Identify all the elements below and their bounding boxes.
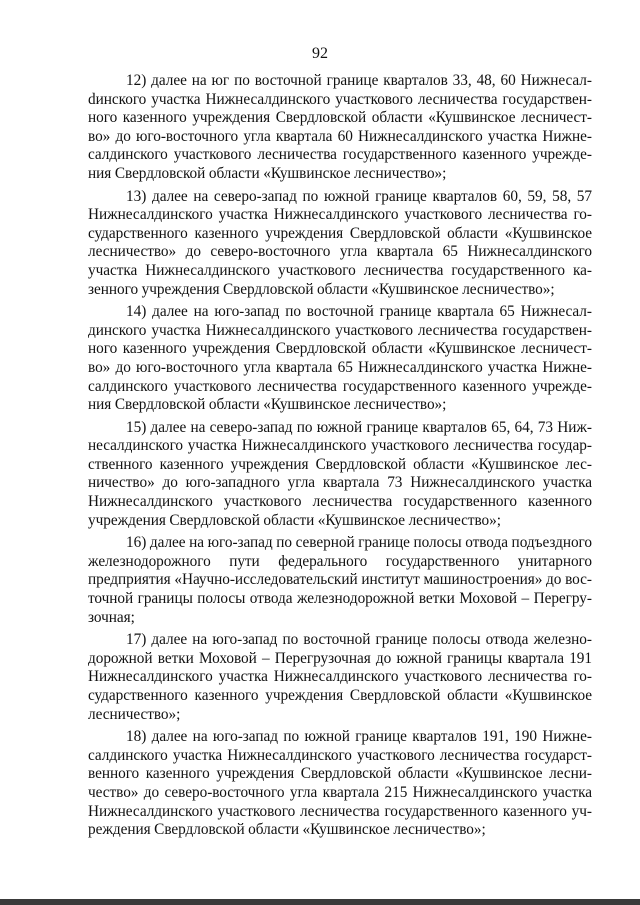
paragraph-14: 14) далее на юго-запад по восточной границе квартала 65 Нижнесалдинского участка Нижнесалдинского участкового лесничества государственного казенного учреждения Свердловской области «Кушвинское лесничество» до юго-восточного угла квартала 65 Нижнесалдинского участка Нижнесалдинского участкового лесничества государственного казенного учреждения Свердловской области «Кушвинское лесничество»; xyxy=(88,303,592,414)
paragraph-15: 15) далее на северо-запад по южной границе кварталов 65, 64, 73 Нижнесалдинского участка Нижнесалдинского участкового лесничества государственного казенного учреждения Свердловской области «Кушвинское лесничество» до юго-западного угла квартала 73 Нижнесалдинского участка Нижнесалдинского участкового лесничества государственного казенного учреждения Свердловской области «Кушвинское лесничество»; xyxy=(88,418,592,529)
paragraph-16: 16) далее на юго-запад по северной границе полосы отвода подъездного железнодорожного пути федерального государственного унитарного предприятия «Научно-исследовательский институт машиностроения» до восточной границы полосы отвода железнодорожной ветки Моховой – Перегрузочная; xyxy=(88,534,592,626)
scan-bottom-edge xyxy=(0,899,640,905)
paragraph-12: 12) далее на юг по восточной границе кварталов 33, 48, 60 Нижнесалdинского участка Нижнесалдинского участкового лесничества государственного казенного учреждения Свердловской области «Кушвинское лесничество» до юго-восточного угла квартала 60 Нижнесалдинского участка Нижнесалдинского участкового лесничества государственного казенного учреждения Свердловской области «Кушвинское лесничество»; xyxy=(88,72,592,182)
paragraph-13: 13) далее на северо-запад по южной границе кварталов 60, 59, 58, 57 Нижнесалдинского участка Нижнесалдинского участкового лесничества государственного казенного учреждения Свердловской области «Кушвинское лесничество» до северо-восточного угла квартала 65 Нижнесалдинского участка Нижнесалдинского участкового лесничества государственного казенного учреждения Свердловской области «Кушвинское лесничество»; xyxy=(88,187,592,298)
document-body xyxy=(88,72,592,844)
paragraph-17: 17) далее на юго-запад по восточной границе полосы отвода железнодорожной ветки Моховой – Перегрузочная до южной границы квартала 191 Нижнесалдинского участка Нижнесалдинского участкового лесничества государственного казенного учреждения Свердловской области «Кушвинское лесничество»; xyxy=(88,631,592,723)
page-number: 92 xyxy=(312,45,328,62)
paragraph-18: 18) далее на юго-запад по южной границе кварталов 191, 190 Нижнесалдинского участка Нижнесалдинского участкового лесничества государственного казенного учреждения Свердловской области «Кушвинское лесничество» до северо-восточного угла квартала 215 Нижнесалдинского участка Нижнесалдинского участкового лесничества государственного казенного учреждения Свердловской области «Кушвинское лесничество»; xyxy=(88,728,592,839)
